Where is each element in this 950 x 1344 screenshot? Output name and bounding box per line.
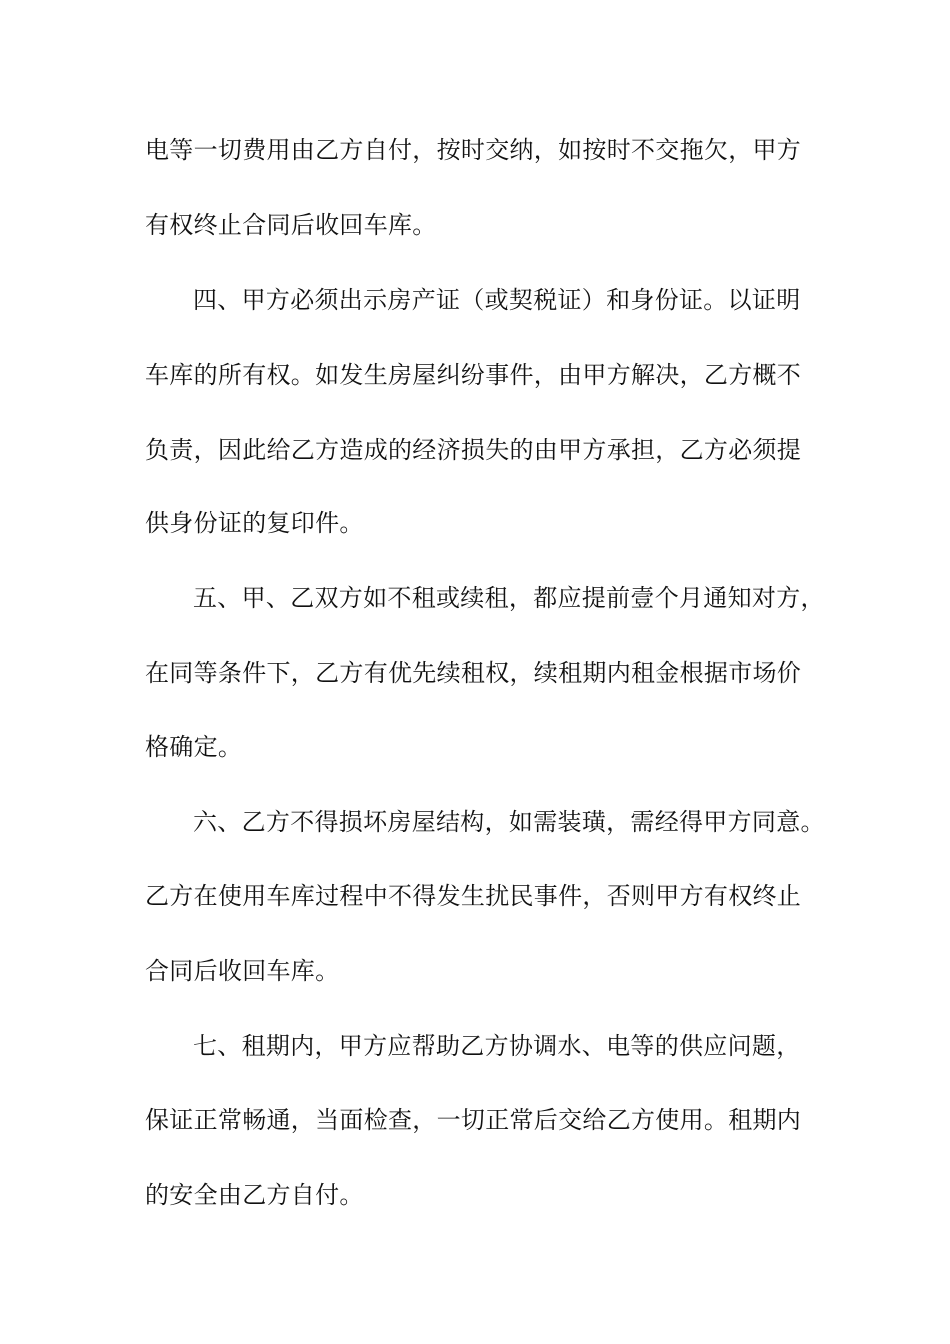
paragraph-line: 负责，因此给乙方造成的经济损失的由甲方承担，乙方必须提 [145, 436, 802, 464]
clause-4-first-line: 四、甲方必须出示房产证（或契税证）和身份证。以证明 [193, 286, 801, 314]
clause-5-first-line: 五、甲、乙双方如不租或续租，都应提前壹个月通知对方， [193, 584, 825, 612]
clause-6-first-line: 六、乙方不得损坏房屋结构，如需装璜，需经得甲方同意。 [193, 808, 825, 836]
paragraph-line: 保证正常畅通，当面检查，一切正常后交给乙方使用。租期内 [145, 1106, 802, 1134]
paragraph-line: 格确定。 [145, 733, 243, 761]
paragraph-line: 在同等条件下，乙方有优先续租权，续租期内租金根据市场价 [145, 659, 802, 687]
clause-7-first-line: 七、租期内，甲方应帮助乙方协调水、电等的供应问题， [193, 1032, 801, 1060]
paragraph-line: 合同后收回车库。 [145, 957, 340, 985]
paragraph-line: 乙方在使用车库过程中不得发生扰民事件，否则甲方有权终止 [145, 882, 802, 910]
paragraph-line: 供身份证的复印件。 [145, 509, 364, 537]
paragraph-line: 车库的所有权。如发生房屋纠纷事件，由甲方解决，乙方概不 [145, 361, 802, 389]
paragraph-line: 的安全由乙方自付。 [145, 1181, 364, 1209]
paragraph-line: 电等一切费用由乙方自付，按时交纳，如按时不交拖欠，甲方 [145, 136, 802, 164]
paragraph-line: 有权终止合同后收回车库。 [145, 211, 437, 239]
